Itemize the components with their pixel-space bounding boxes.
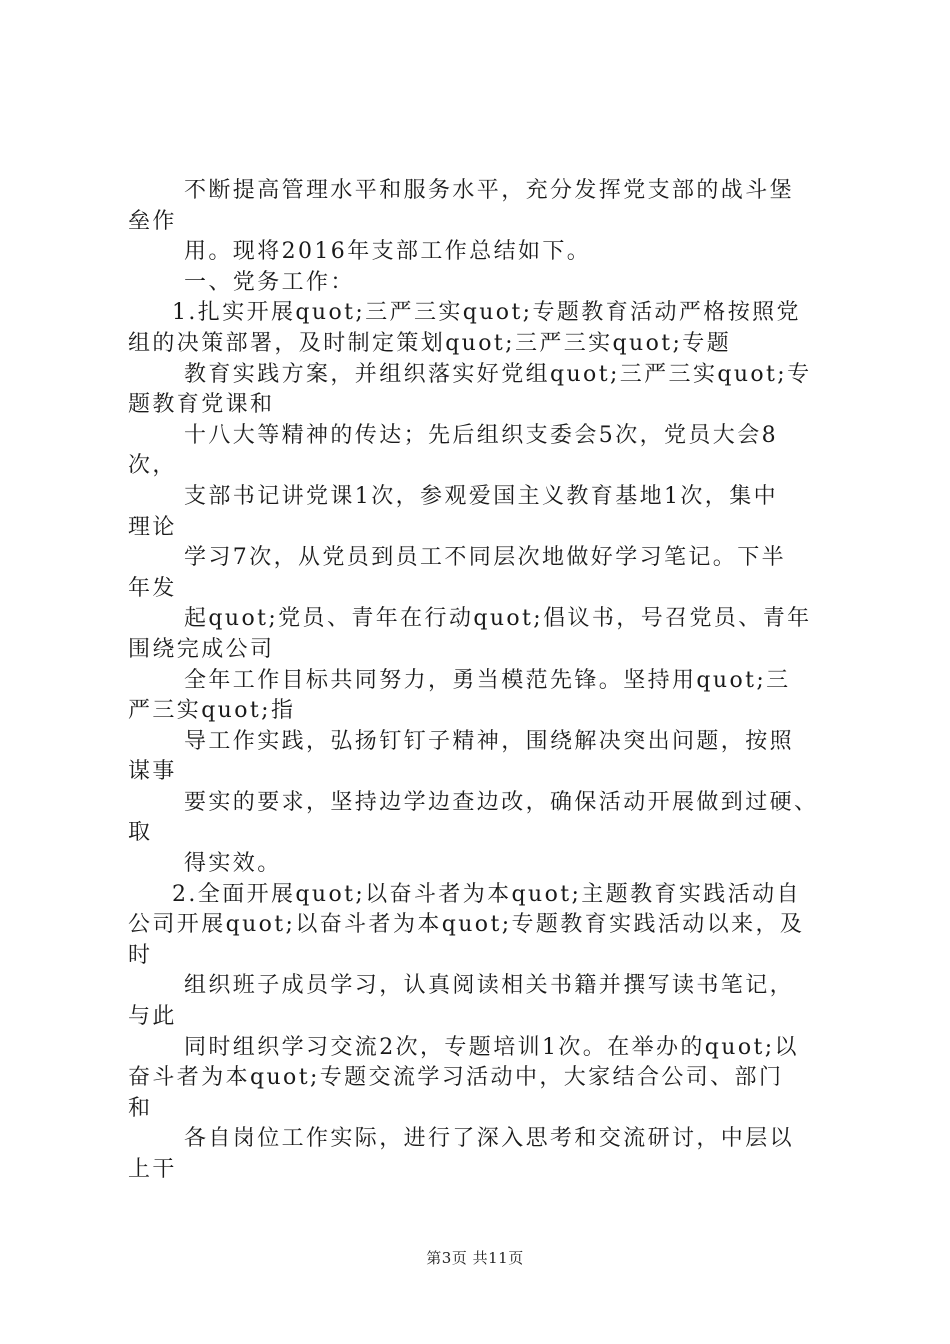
text-line: 时: [128, 942, 153, 968]
text-line: 围绕完成公司: [128, 636, 275, 662]
text-line: 组织班子成员学习，认真阅读相关书籍并撰写读书笔记，: [184, 973, 795, 999]
text-line: 上干: [128, 1157, 177, 1182]
text-line: 次，: [128, 453, 177, 479]
text-line: 组的决策部署，及时制定策划quot;三严三实quot;专题: [128, 330, 732, 356]
text-line: 要实的要求，坚持边学边查边改，确保活动开展做到过硬、: [184, 789, 819, 815]
text-line: 理论: [128, 514, 177, 540]
page-number-footer: 第3页 共11页: [426, 1249, 524, 1267]
text-line: 垒作: [128, 208, 177, 234]
text-line: 题教育党课和: [128, 392, 275, 418]
text-line: 公司开展quot;以奋斗者为本quot;专题教育实践活动以来，及: [128, 912, 805, 938]
text-line: 严三实quot;指: [128, 698, 296, 724]
text-line: 1.扎实开展quot;三严三实quot;专题教育活动严格按照党: [172, 300, 801, 326]
text-line: 导工作实践，弘扬钉钉子精神，围绕解决突出问题，按照: [184, 728, 795, 754]
text-line: 学习7次，从党员到员工不同层次地做好学习笔记。下半: [184, 545, 786, 571]
body-text: [128, 176, 848, 1186]
text-line: 得实效。: [184, 851, 282, 877]
text-line: 用。现将2016年支部工作总结如下。: [184, 239, 592, 265]
text-line: 同时组织学习交流2次，专题培训1次。在举办的quot;以: [184, 1034, 799, 1060]
text-line: 年发: [128, 575, 177, 601]
text-line: 各自岗位工作实际，进行了深入思考和交流研讨，中层以: [184, 1126, 795, 1152]
text-line: 不断提高管理水平和服务水平，充分发挥党支部的战斗堡: [184, 178, 795, 203]
text-line: 起quot;党员、青年在行动quot;倡议书，号召党员、青年: [184, 606, 812, 632]
text-line: 支部书记讲党课1次，参观爱国主义教育基地1次，集中: [184, 483, 778, 509]
text-line: 和: [128, 1095, 153, 1121]
text-line: 2.全面开展quot;以奋斗者为本quot;主题教育实践活动自: [172, 881, 801, 907]
text-line: 谋事: [128, 759, 177, 785]
text-line: 取: [128, 820, 153, 846]
text-line: 奋斗者为本quot;专题交流学习活动中，大家结合公司、部门: [128, 1065, 784, 1091]
text-line: 十八大等精神的传达；先后组织支委会5次，党员大会8: [184, 422, 778, 448]
text-line: 教育实践方案，并组织落实好党组quot;三严三实quot;专: [184, 361, 812, 387]
text-line: 全年工作目标共同努力，勇当模范先锋。坚持用quot;三: [184, 667, 791, 693]
text-line: 一、党务工作：: [184, 269, 355, 295]
text-line: 与此: [128, 1004, 177, 1030]
